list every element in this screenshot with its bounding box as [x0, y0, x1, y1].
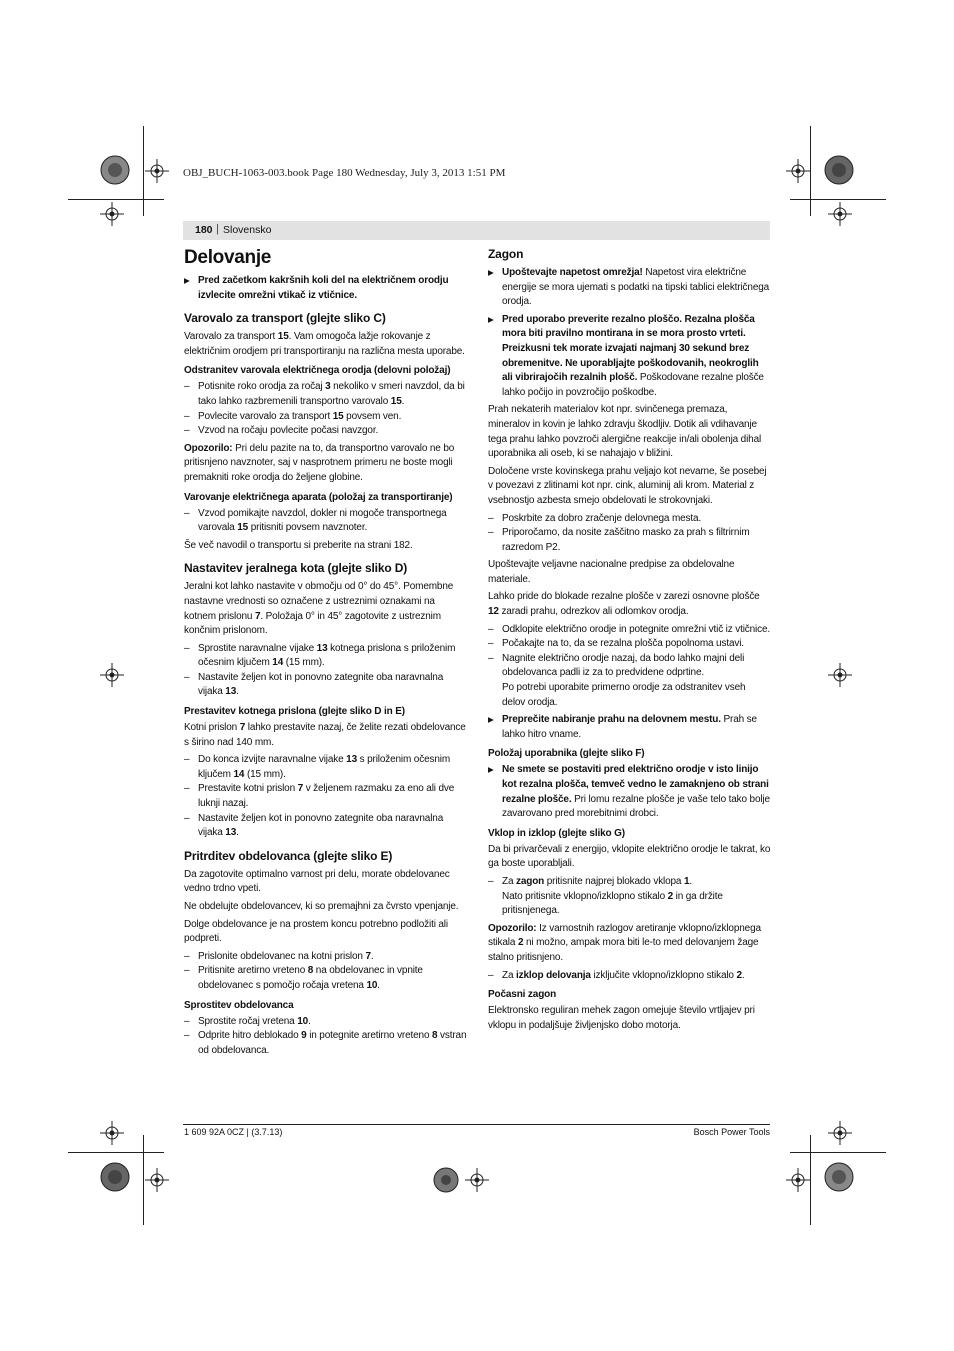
subsection-heading: Sprostitev obdelovanca [184, 999, 294, 1011]
section-heading: Nastavitev jeralnega kota (glejte sliko D) [184, 561, 408, 576]
list-item: – Povlecite varovalo za transport 15 povsem ven. [184, 410, 467, 425]
warning-bullet: ▶ Pred uporabo preverite rezalno ploščo. Rezalna plošča mora biti pravilno montirana in se mora prosto vrteti. Preizkusni tek morate izvajati najmanj 30 sekund brez obremenitve. Ne uporabljajte poškodovanih, neokroglih ali vibrirajočih rezalnih plošč. Poškodovane rezalne plošče lahko počijo in povzročijo poškodbe. [488, 313, 771, 401]
paragraph: Da zagotovite optimalno varnost pri delu, morate obdelovanec vedno trdno vpeti. [184, 868, 450, 895]
paragraph: Ne obdelujte obdelovancev, ki so premajhni za čvrsto vpenjanje. [184, 901, 459, 912]
language-label: Slovensko [223, 224, 272, 236]
left-column [184, 247, 467, 1061]
list-item: – Nastavite željen kot in ponovno zategnite oba naravnalna vijaka 13. [184, 812, 467, 841]
color-wheel-icon [100, 155, 130, 185]
footer-brand: Bosch Power Tools [693, 1127, 770, 1137]
list-item: – Odprite hitro deblokado 9 in potegnite aretirno vreteno 8 vstran od obdelovanca. [184, 1029, 467, 1058]
list-item: – Potisnite roko orodja za ročaj 3 nekoliko v smeri navzdol, da bi tako lahko razbremenili transportno varovalo 15. [184, 380, 467, 409]
paragraph: Varovalo za transport 15. Vam omogoča lažje rokovanje z električnim orodjem pri transportiranju na različna mesta uporabe. [184, 331, 465, 357]
list-item: – Sprostite ročaj vretena 10. [184, 1015, 467, 1030]
header-separator: | [216, 223, 219, 235]
list-item: – Vzvod na ročaju povlecite počasi navzgor. [184, 424, 467, 439]
registration-mark-icon [828, 1121, 852, 1145]
paragraph: Da bi privarčevali z energijo, vklopite električno orodje le takrat, ko ga boste uporabljali. [488, 843, 771, 870]
paragraph: Še več navodil o transportu si preberite na strani 182. [184, 539, 413, 551]
registration-mark-icon [465, 1168, 489, 1192]
dash-list [184, 642, 467, 700]
color-wheel-icon [824, 155, 854, 185]
crop-line [68, 1152, 164, 1153]
list-item: – Počakajte na to, da se rezalna plošča popolnoma ustavi. [488, 637, 771, 652]
list-item: – Vzvod pomikajte navzdol, dokler ni mogoče transportnega varovala 15 pritisniti povsem navznoter. [184, 507, 467, 536]
crop-line [68, 199, 164, 200]
paragraph: Elektronsko reguliran mehek zagon omejuje število vrtljajev pri vklopu in podaljšuje življenjsko dobo motorja. [488, 1005, 755, 1031]
list-item: – Do konca izvijte naravnalne vijake 13 s priloženim očesnim ključem 14 (15 mm). [184, 753, 467, 782]
paragraph: Določene vrste kovinskega prahu veljajo kot nevarne, še posebej v povezavi z zlitinami kot npr. cink, aluminij ali krom. Material z vsebnostjo azbesta smejo obdelovati le strokovnjaki. [488, 465, 767, 506]
list-item: – Prislonite obdelovanec na kotni prislon 7. [184, 950, 467, 965]
section-heading: Pritrditev obdelovanca (glejte sliko E) [184, 848, 393, 863]
dash-list [488, 969, 771, 984]
warning-bullet: ▶ Preprečite nabiranje prahu na delovnem mestu. Prah se lahko hitro vname. [488, 713, 771, 742]
section-heading: Varovalo za transport (glejte sliko C) [184, 311, 386, 326]
subsection-heading: Varovanje električnega aparata (položaj za transportiranje) [184, 491, 453, 503]
crop-line [790, 199, 886, 200]
list-item-continuation: Nato pritisnite vklopno/izklopno stikalo 2 in ga držite pritisnjenega. [502, 890, 723, 917]
paragraph: Lahko pride do blokade rezalne plošče v zarezi osnovne plošče 12 zaradi prahu, odrezkov ali odlomkov orodja. [488, 591, 760, 618]
list-item: – Za zagon pritisnite najprej blokado vklopa 1. [488, 875, 771, 890]
page-header-bar [183, 221, 770, 240]
crop-line [810, 1135, 811, 1225]
footer-rule [183, 1124, 770, 1125]
registration-mark-icon [100, 1121, 124, 1145]
paragraph: Dolge obdelovance je na prostem koncu potrebno podložiti ali podpreti. [184, 918, 448, 945]
subsection-heading: Vklop in izklop (glejte sliko G) [488, 827, 625, 839]
dash-list [184, 507, 467, 536]
crop-line [790, 1152, 886, 1153]
list-item: – Nagnite električno orodje nazaj, da bodo lahko majni deli obdelovanca padli iz za to predvidene odprtine. [488, 652, 771, 681]
subsection-heading: Položaj uporabnika (glejte sliko F) [488, 748, 645, 760]
list-item: – Odklopite električno orodje in potegnite omrežni vtič iz vtičnice. [488, 623, 771, 638]
paragraph: Upoštevajte veljavne nacionalne predpise za obdelovalne materiale. [488, 559, 735, 585]
subsection-heading: Prestavitev kotnega prislona (glejte sliko D in E) [184, 706, 405, 718]
warning-bullet: ▶ Upoštevajte napetost omrežja! Napetost vira električne energije se mora ujemati s podatki na tipski tablici električnega orodja. [488, 266, 771, 310]
registration-mark-icon [828, 202, 852, 226]
list-item: – Za izklop delovanja izključite vklopno/izklopno stikalo 2. [488, 969, 771, 984]
dash-list [184, 950, 467, 994]
dash-list [184, 753, 467, 841]
dash-list [488, 512, 771, 556]
registration-mark-icon [145, 1168, 169, 1192]
registration-mark-icon [786, 1168, 810, 1192]
print-file-header: OBJ_BUCH-1063-003.book Page 180 Wednesday, July 3, 2013 1:51 PM [183, 167, 506, 179]
registration-mark-icon [145, 159, 169, 183]
registration-mark-icon [828, 663, 852, 687]
list-item: – Pritisnite aretirno vreteno 8 na obdelovanec in vpnite obdelovanec s pomočjo ročaja vretena 10. [184, 964, 467, 993]
footer-document-id: 1 609 92A 0CZ | (3.7.13) [184, 1127, 283, 1137]
subsection-heading: Odstranitev varovala električnega orodja (delovni položaj) [184, 365, 451, 377]
list-item: – Poskrbite za dobro zračenje delovnega mesta. [488, 512, 771, 527]
list-item: – Prestavite kotni prislon 7 v željenem razmaku za eno ali dve luknji nazaj. [184, 782, 467, 811]
color-wheel-icon [433, 1167, 459, 1193]
registration-mark-icon [100, 202, 124, 226]
subsection-heading: Počasni zagon [488, 989, 557, 1001]
right-column [488, 247, 771, 1036]
registration-mark-icon [786, 159, 810, 183]
section-heading: Zagon [488, 247, 524, 261]
note-paragraph: Opozorilo: Iz varnostnih razlogov aretiranje vklopno/izklopnega stikala 2 ni možno, ampak mora biti le-to med delovanjem žage stalno pritisnjeno. [488, 922, 761, 963]
warning-bullet: ▶ Ne smete se postaviti pred električno orodje v isto linijo kot rezalna plošča, temveč vedno le zamaknjeno ob strani rezalne plošče. Pri lomu rezalne plošče je vaše telo tako bolje zavarovano pred morebitnimi drobci. [488, 763, 771, 821]
page-title: Delovanje [184, 247, 272, 268]
warning-bullet: ▶ Pred začetkom kakršnih koli del na električnem orodju izvlecite omrežni vtikač iz vtičnice. [184, 274, 467, 303]
paragraph: Prah nekaterih materialov kot npr. svinčenega premaza, mineralov in kovin je lahko zdravju škodljiv. Dotik ali vdihavanje tega prahu lahko povzroči alergične reakcije in/ali obolenja dihal uporabnika ali oseb, ki se nahajajo v bližini. [488, 404, 762, 460]
list-item-continuation: Po potrebi uporabite primerno orodje za odstranitev vseh delov orodja. [502, 682, 746, 708]
crop-line [143, 1135, 144, 1225]
color-wheel-icon [824, 1162, 854, 1192]
paragraph: Kotni prislon 7 lahko prestavite nazaj, če želite rezati obdelovance s širino nad 140 mm. [184, 722, 466, 748]
list-item: – Sprostite naravnalne vijake 13 kotnega prislona s priloženim očesnim ključem 14 (15 mm). [184, 642, 467, 671]
dash-list [184, 380, 467, 438]
list-item: – Priporočamo, da nosite zaščitno masko za prah s filtrirnim razredom P2. [488, 526, 771, 555]
color-wheel-icon [100, 1162, 130, 1192]
page-number: 180 [195, 224, 213, 236]
crop-line [143, 126, 144, 216]
paragraph: Jeralni kot lahko nastavite v območju od 0° do 45°. Pomembne nastavne vrednosti so označene z ustreznimi oznakami na kotnem prislonu 7. Položaja 0° in 45° zagotovite z ustreznim končnim prislonom. [184, 581, 454, 637]
list-item: – Nastavite željen kot in ponovno zategnite oba naravnalna vijaka 13. [184, 671, 467, 700]
dash-list [184, 1015, 467, 1059]
note-paragraph: Opozorilo: Pri delu pazite na to, da transportno varovalo ne bo pritisnjeno navznoter, saj v nasprotnem primeru ne boste mogli premakniti roke orodja do željene globine. [184, 442, 455, 483]
crop-line [810, 126, 811, 216]
dash-list [488, 623, 771, 711]
dash-list [488, 875, 771, 919]
registration-mark-icon [100, 663, 124, 687]
